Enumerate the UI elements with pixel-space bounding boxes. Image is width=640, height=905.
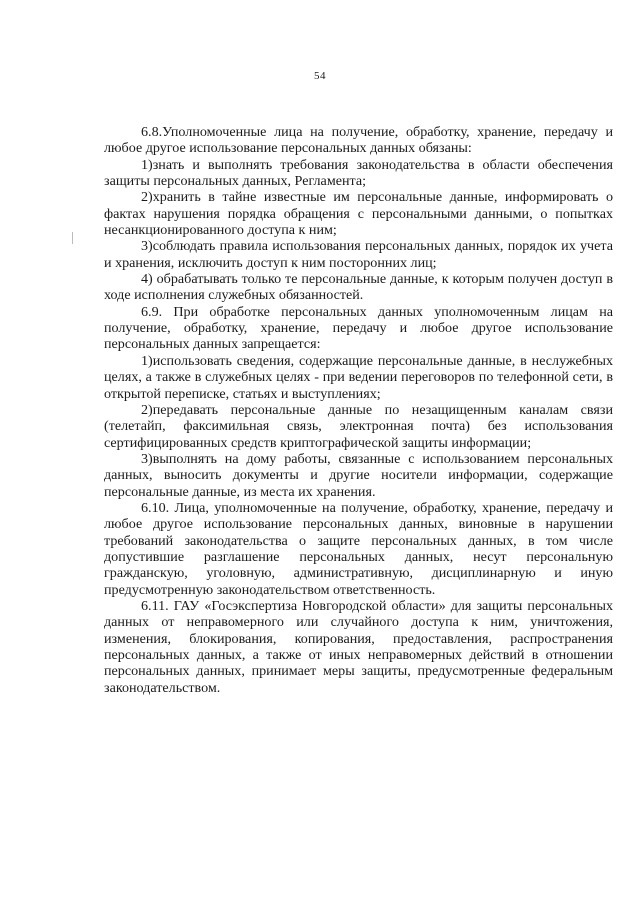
paragraph-6-10: 6.10. Лица, уполномоченные на получение, обработку, хранение, передачу и любое другое использование персональных данных, виновные в нарушении требований законодательства о защите персональных данных, в том числе допустившие разглашение персональных данных, несут персональную гражданскую, уголовную, административную, дисциплинарную и иную предусмотренную законодательством ответственность. xyxy=(104,499,613,598)
document-body xyxy=(104,124,613,696)
paragraph-6-11: 6.11. ГАУ «Госэкспертиза Новгородской области» для защиты персональных данных от неправомерного или случайного доступа к ним, уничтожения, изменения, блокирования, копирования, предоставления, распространения персональных данных, а также от иных неправомерных действий в отношении персональных данных, принимает меры защиты, предусмотренные федеральным законодательством. xyxy=(104,597,613,696)
paragraph-6-9: 6.9. При обработке персональных данных уполномоченным лицам на получение, обработку, хранение, передачу и любое другое использование персональных данных запрещается: xyxy=(104,303,613,353)
paragraph-6-8: 6.8.Уполномоченные лица на получение, обработку, хранение, передачу и любое другое использование персональных данных обязаны: xyxy=(104,124,613,157)
list-item-6-8-1: 1)знать и выполнять требования законодательства в области обеспечения защиты персональных данных, Регламента; xyxy=(104,156,613,190)
list-item-6-8-4: 4) обрабатывать только те персональные данные, к которым получен доступ в ходе исполнения служебных обязанностей. xyxy=(104,271,613,304)
page-number: 54 xyxy=(314,70,326,82)
list-item-6-8-2: 2)хранить в тайне известные им персональные данные, информировать о фактах нарушения порядка обращения с персональными данными, о попытках несанкционированного доступа к ним; xyxy=(104,189,613,239)
list-item-6-8-3: 3)соблюдать правила использования персональных данных, порядок их учета и хранения, исключить доступ к ним посторонних лиц; xyxy=(104,238,613,271)
scan-mark xyxy=(72,232,73,244)
list-item-6-9-2: 2)передавать персональные данные по незащищенным каналам связи (телетайп, факсимильная связь, электронная почта) без использования сертифицированных средств криптографической защиты информации; xyxy=(104,401,613,451)
list-item-6-9-1: 1)использовать сведения, содержащие персональные данные, в неслужебных целях, а также в служебных целях - при ведении переговоров по телефонной сети, в открытой переписке, статьях и выступлениях; xyxy=(104,352,613,402)
list-item-6-9-3: 3)выполнять на дому работы, связанные с использованием персональных данных, выносить документы и другие носители информации, содержащие персональные данные, из места их хранения. xyxy=(104,450,613,500)
